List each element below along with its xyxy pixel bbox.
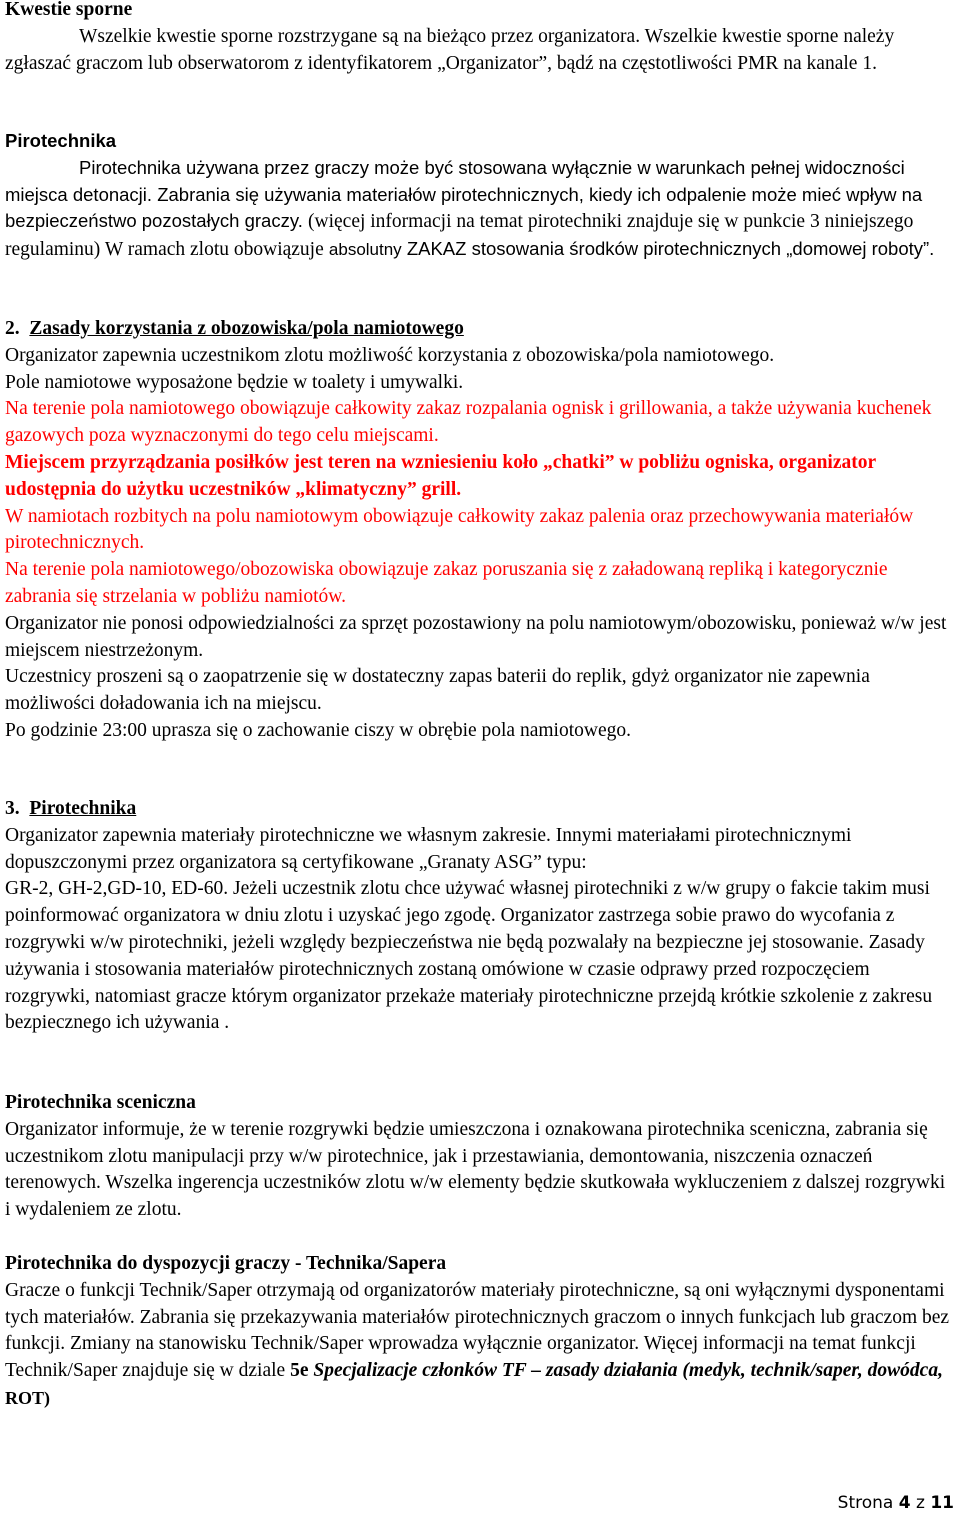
page-total: 11 [930,1493,954,1513]
section-title: Pirotechnika [5,130,117,151]
section-title: Pirotechnika do dyspozycji graczy - Technika/Sapera [5,1253,447,1274]
section-number: 3. [5,798,20,819]
section-3-pirotechnika [5,796,955,1037]
page-number: 4 [898,1493,911,1513]
warning-text-bold: Miejscem przyrządzania posiłków jest teren na wzniesieniu koło „chatki” w pobliżu ogniska, organizator udostępnia do użytku uczestników „klimatyczny” grill. [5,451,876,500]
reference-end: ROT) [5,1387,50,1408]
section-pirotechnika-sceniczna [5,1090,955,1224]
body-text: Pole namiotowe wyposażone będzie w toalety i umywalki. [5,371,464,393]
body-text: (więcej informacji na temat pirotechniki znajduje się w punkcie 3 niniejszego regulaminu) W ramach zlotu obowiązuje [5,211,914,261]
reference-title: Specjalizacje członków TF – zasady działania (medyk, technik/saper, dowódca, [313,1360,943,1382]
body-text: Uczestnicy proszeni są o zaopatrzenie się w dostateczny zapas baterii do replik, gdyż organizator nie zapewnia możliwości doładowania ich na miejscu. [5,666,870,715]
footer-of: z [915,1493,925,1513]
section-title: Kwestie sporne [5,0,133,20]
body-text: Po godzinie 23:00 uprasza się o zachowanie ciszy w obrębie pola namiotowego. [5,719,631,741]
body-text: Wszelkie kwestie sporne należy zgłaszać graczom lub obserwatorom z identyfikatorem „Organizator”, bądź na częstotliwości PMR na kanale 1. [5,25,895,74]
body-text: Organizator zapewnia materiały pirotechniczne we własnym zakresie. Innymi materiałami pirotechnicznymi dopuszczonymi przez organizatora są certyfikowane „Granaty ASG” typu: [5,824,852,873]
warning-text: Na terenie pola namiotowego obowiązuje całkowity zakaz rozpalania ognisk i grillowania, a także używania kuchenek gazowych poza wyznaczonymi do tego celu miejscami. [5,398,932,447]
section-title: Pirotechnika [29,798,137,819]
body-text: Pirotechnika używana przez graczy może być stosowana wyłącznie w warunkach pełnej widoczności miejsca detonacji. [5,156,905,205]
body-text: ZAKAZ stosowania środków pirotechnicznych „domowej roboty”. [406,238,935,260]
reference-number: 5e [290,1360,309,1382]
section-title: Pirotechnika sceniczna [5,1092,196,1113]
section-2-pole-namiotowe [5,316,955,745]
section-heading [5,316,955,343]
section-body [5,24,955,78]
body-text: Zabrania się używania materiałów pirotechnicznych, kiedy ich odpalenie może mieć wpływ na bezpieczeństwo pozostałych graczy. [5,183,923,232]
footer-label: Strona [837,1493,894,1513]
warning-text: W namiotach rozbitych na polu namiotowym obowiązuje całkowity zakaz palenia oraz przechowywania materiałów pirotechnicznych. [5,505,914,554]
page-footer [838,1492,954,1514]
body-text: absolutny [328,240,402,260]
body-text: Organizator zapewnia uczestnikom zlotu możliwość korzystania z obozowiska/pola namiotowego. [5,344,775,366]
section-body [5,1278,955,1413]
warning-text: Na terenie pola namiotowego/obozowiska obowiązuje zakaz poruszania się z załadowaną repliką i kategorycznie zabrania się strzelania w pobliżu namiotów. [5,559,888,607]
body-text: Organizator informuje, że w terenie rozgrywki będzie umieszczona i oznakowana pirotechnika sceniczna, zabrania się uczestnikom zlotu manipulacji przy w/w pirotechnice, jak i przestawiania, demontowania, niszczenia oznaczeń terenowych. Wszelka ingerencja uczestników zlotu w/w elementy będzie skutkowała wykluczeniem z dalszej rozgrywki i wydaleniem ze zlotu. [5,1118,946,1221]
section-heading [5,796,955,823]
section-technik-saper [5,1251,955,1413]
section-kwestie-sporne [5,0,955,77]
body-text: Wszelkie kwestie sporne rozstrzygane są na bieżąco przez organizatora. [79,25,641,47]
body-text: GR-2, GH-2,GD-10, ED-60. Jeżeli uczestnik zlotu chce używać własnej pirotechniki z w/w grupy o fakcie takim musi poinformować organizatora w dniu zlotu i uzyskać jego zgodę. Organizator zastrzega sobie prawo do wycofania z rozgrywki w/w pirotechniki, jeżeli względy bezpieczeństwa nie będą pozwalały na bezpieczne jej stosowanie. Zasady używania i stosowania materiałów pirotechnicznych zostaną omówione w czasie odprawy przed rozpoczęciem rozgrywki, natomiast gracze którym organizator przekaże materiały pirotechniczne przejdą krótkie szkolenie z zakresu bezpiecznego ich używania . [5,878,933,1034]
section-title: Zasady korzystania z obozowiska/pola namiotowego [29,318,464,339]
body-text: Organizator nie ponosi odpowiedzialności za sprzęt pozostawiony na polu namiotowym/obozowisku, ponieważ w/w jest miejscem niestrzeżonym. [5,612,947,661]
section-pirotechnika-rules [5,128,955,264]
section-number: 2. [5,318,20,339]
section-body [5,155,955,264]
body-text: Gracze o funkcji Technik/Saper otrzymają od organizatorów materiały pirotechniczne, są oni wyłącznymi dysponentami tych materiałów. Zabrania się przekazywania materiałów pirotechnicznych graczom o innych funkcjach lub graczom bez funkcji. Zmiany na stanowisku Technik/Saper wprowadza wyłącznie organizator. Więcej informacji na temat funkcji Technik/Saper znajduje się w dziale [5,1279,950,1382]
